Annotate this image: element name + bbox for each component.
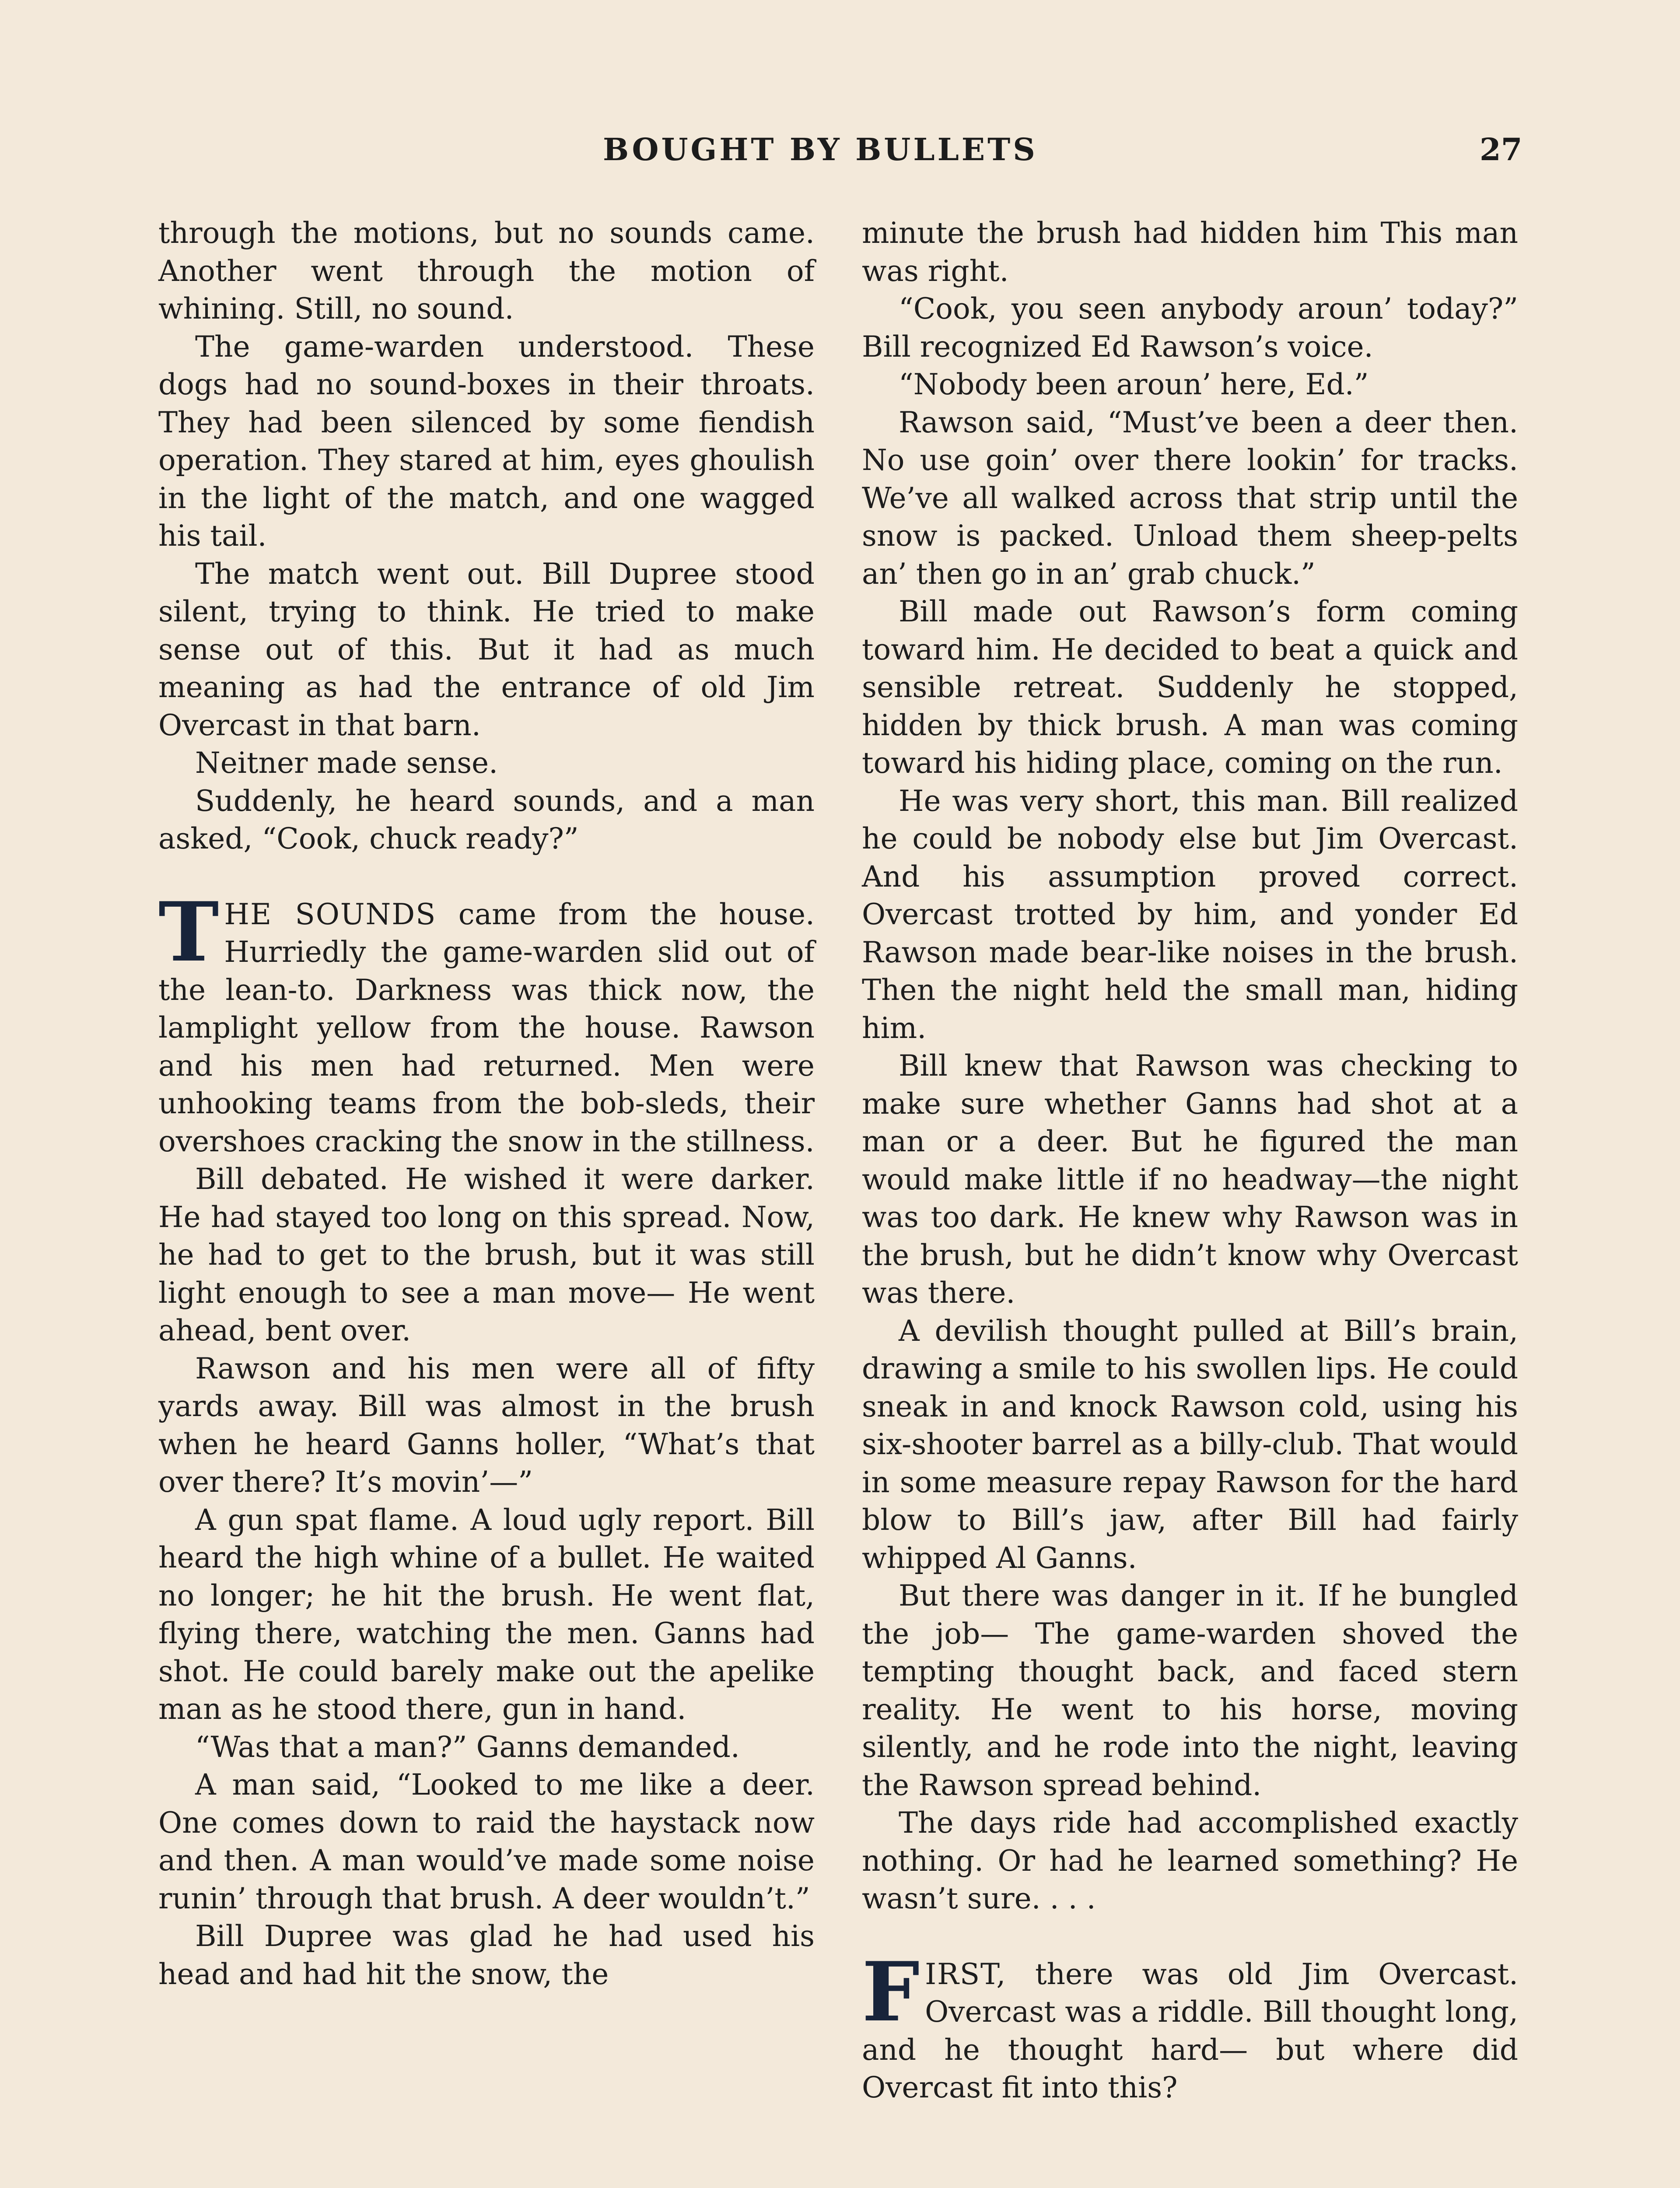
- paragraph: The days ride had accomplished exactly nothing. Or had he learned something? He wasn’t sure. . . .: [862, 1806, 1518, 1915]
- lead-in-caps: HE SOUNDS: [224, 897, 437, 931]
- section-break: [158, 858, 815, 896]
- section-break: [862, 1918, 1518, 1956]
- paragraph: Bill made out Rawson’s form coming toward him. He decided to beat a quick and sensible retreat. Suddenly he stopped, hidden by thick brush. A man was coming toward his hiding place, coming on the run.: [862, 595, 1518, 780]
- paragraph: Neitner made sense.: [195, 746, 498, 780]
- left-column: [158, 214, 815, 1993]
- paragraph: “Cook, you seen anybody aroun’ today?” Bill recognized Ed Rawson’s voice.: [862, 292, 1518, 364]
- running-header: [603, 131, 1084, 177]
- paragraph: Bill Dupree was glad he had used his head and had hit the snow, the: [158, 1919, 815, 1991]
- lead-in-text: came from the house. Hurriedly the game-warden slid out of the lean-to. Darkness was thick now, the lamplight yellow from the house. Rawson and his men had returned. Men were unhooking teams from the bob-sleds, their overshoes cracking the snow in the stillness.: [158, 897, 815, 1158]
- lead-in-caps: IRST,: [925, 1957, 1007, 1991]
- section-opening-paragraph: [862, 1943, 1518, 2107]
- paragraph: A gun spat flame. A loud ugly report. Bill heard the high whine of a bullet. He waited no longer; he hit the brush. He went flat, flying there, watching the men. Ganns had shot. He could barely make out the apelike man as he stood there, gun in hand.: [158, 1503, 815, 1726]
- running-title: BOUGHT BY BULLETS: [603, 131, 1038, 168]
- paragraph: But there was danger in it. If he bungled the job— The game-warden shoved the tempting thought back, and faced stern reality. He went to his horse, moving silently, and he rode into the night, leaving the Rawson spread behind.: [862, 1579, 1518, 1802]
- paragraph: Rawson said, “Must’ve been a deer then. No use goin’ over there lookin’ for tracks. We’ve all walked across that strip until the snow is packed. Unload them sheep-pelts an’ then go in an’ grab chuck.”: [862, 405, 1518, 591]
- paragraph: Rawson and his men were all of fifty yards away. Bill was almost in the brush when he heard Ganns holler, “What’s that over there? It’s movin’—”: [158, 1351, 815, 1499]
- page-number: 27: [1480, 131, 1522, 168]
- paragraph: The game-warden understood. These dogs had no sound-boxes in their throats. They had been silenced by some fiendish operation. They stared at him, eyes ghoulish in the light of the match, and one wagged his tail.: [158, 330, 815, 553]
- paragraph: Bill knew that Rawson was checking to make sure whether Ganns had shot at a man or a deer. But he figured the man would make little if no headway—the night was too dark. He knew why Rawson was in the brush, but he didn’t know why Overcast was there.: [862, 1049, 1518, 1310]
- paragraph: Bill debated. He wished it were darker. He had stayed too long on this spread. Now, he had to get to the brush, but it was still light enough to see a man move— He went ahead, bent over.: [158, 1162, 815, 1347]
- right-column: [862, 214, 1518, 2107]
- lead-in-text: there was old Jim Overcast. Overcast was a riddle. Bill thought long, and he thought hard— but where did Overcast fit into this?: [862, 1957, 1518, 2104]
- drop-cap: F: [862, 1943, 920, 2040]
- paragraph: A man said, “Looked to me like a deer. One comes down to raid the haystack now and then. A man would’ve made some noise runin’ through that brush. A deer wouldn’t.”: [158, 1768, 815, 1915]
- section-opening-paragraph: [158, 884, 815, 1161]
- paragraph: through the motions, but no sounds came. Another went through the motion of whining. Still, no sound.: [158, 216, 815, 326]
- paragraph: “Was that a man?” Ganns demanded.: [195, 1730, 740, 1764]
- paragraph: “Nobody been aroun’ here, Ed.”: [899, 368, 1369, 401]
- drop-cap: T: [158, 884, 219, 980]
- paragraph: A devilish thought pulled at Bill’s brain, drawing a smile to his swollen lips. He could sneak in and knock Rawson cold, using his six-shooter barrel as a billy-club. That would in some measure repay Rawson for the hard blow to Bill’s jaw, after Bill had fairly whipped Al Ganns.: [862, 1314, 1518, 1575]
- paragraph: Suddenly, he heard sounds, and a man asked, “Cook, chuck ready?”: [158, 784, 815, 856]
- paragraph: He was very short, this man. Bill realized he could be nobody else but Jim Overcast. And his assumption proved correct. Overcast trotted by him, and yonder Ed Rawson made bear-like noises in the brush. Then the night held the small man, hiding him.: [862, 784, 1518, 1045]
- paragraph: minute the brush had hidden him This man was right.: [862, 216, 1518, 288]
- paragraph: The match went out. Bill Dupree stood silent, trying to think. He tried to make sense out of this. But it had as much meaning as had the entrance of old Jim Overcast in that barn.: [158, 557, 815, 742]
